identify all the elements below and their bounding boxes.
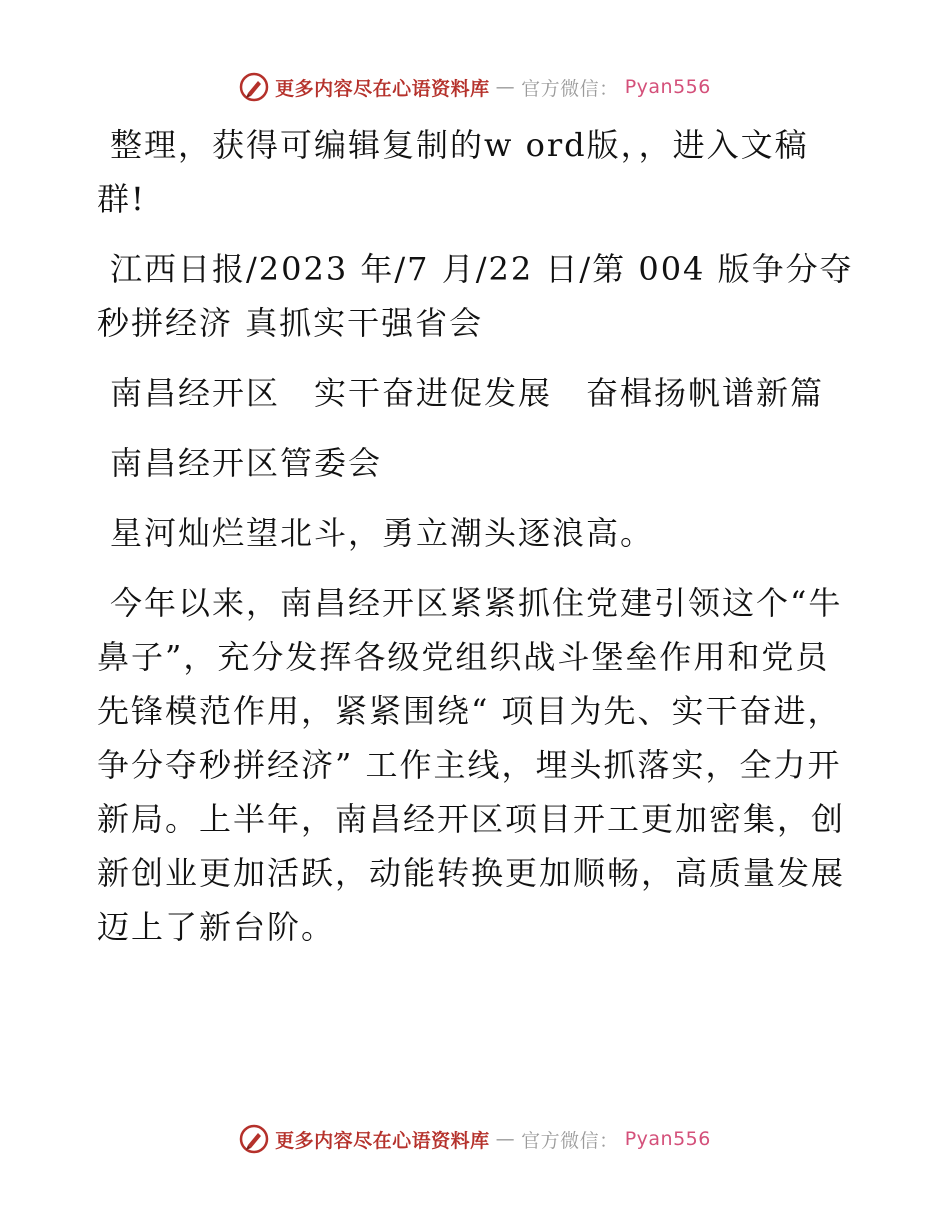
watermark-main-text: 更多内容尽在心语资料库 [275, 77, 490, 100]
watermark-account: Pyan556 [624, 1128, 711, 1150]
article-title: 南昌经开区 实干奋进促发展 奋楫扬帆谱新篇 [110, 374, 825, 412]
paragraph-source: 江西日报/2023 年/7 月/22 日/第 004 版争分夺秒拼经济 真抓实干强省会 [97, 250, 854, 342]
pen-logo-icon [239, 72, 269, 102]
footer-watermark [0, 1124, 950, 1154]
document-body [97, 118, 857, 970]
watermark-account: Pyan556 [624, 76, 711, 98]
watermark-wechat-label: 官方微信： [521, 1129, 619, 1152]
paragraph-intro: 整理，获得可编辑复制的w ord版，，进入文稿群! [97, 126, 809, 218]
watermark-wechat-label: 官方微信： [521, 77, 619, 100]
pen-logo-icon [239, 1124, 269, 1154]
watermark-dash: — [495, 76, 516, 98]
article-author: 南昌经开区管委会 [110, 444, 383, 482]
watermark-dash: — [495, 1128, 516, 1150]
paragraph-body: 今年以来，南昌经开区紧紧抓住党建引领这个“牛鼻子”，充分发挥各级党组织战斗堡垒作用和党员先锋模范作用，紧紧围绕“ 项目为先、实干奋进，争分夺秒拼经济” 工作主线，埋头抓落实，全力开新局。上半年，南昌经开区项目开工更加密集，创新创业更加活跃，动能转换更加顺畅，高质量发展迈上了新台阶。 [97, 584, 846, 946]
header-watermark [0, 72, 950, 102]
paragraph-lead: 星河灿烂望北斗，勇立潮头逐浪高。 [110, 514, 655, 552]
watermark-main-text: 更多内容尽在心语资料库 [275, 1129, 490, 1152]
